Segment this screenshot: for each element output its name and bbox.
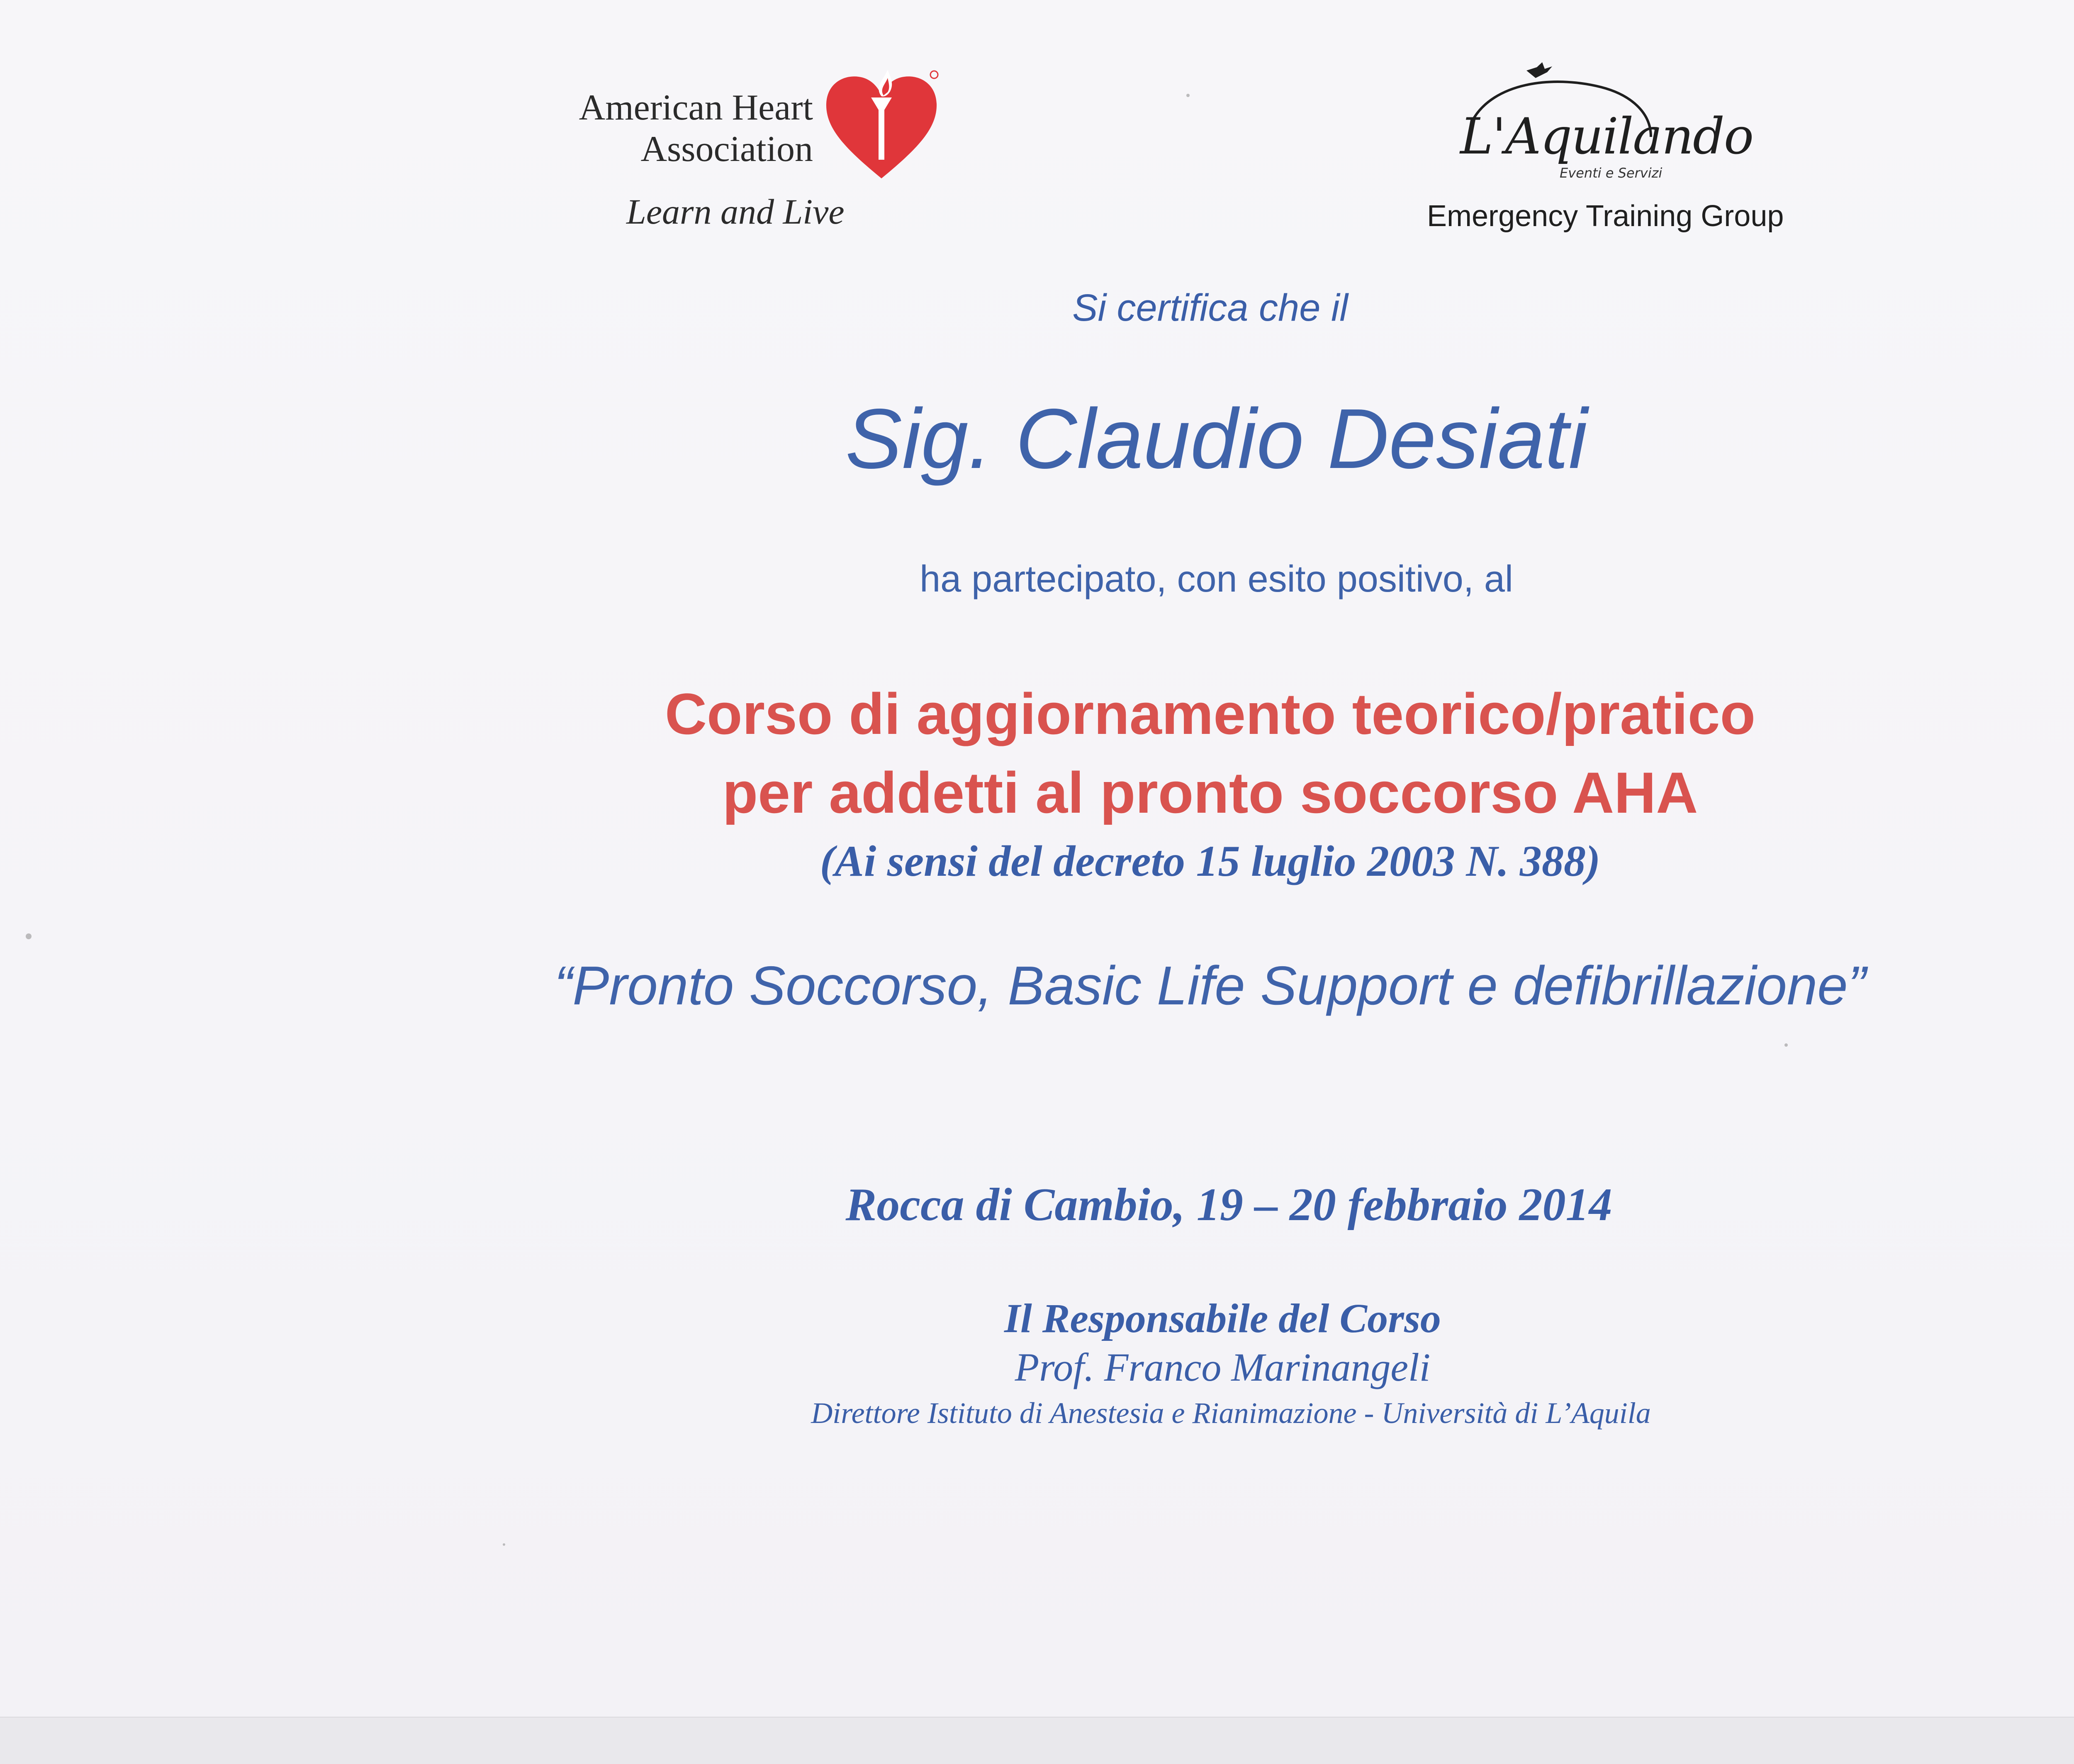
laquilando-logo <box>1419 58 1833 241</box>
place-and-date: Rocca di Cambio, 19 – 20 febbraio 2014 <box>845 1179 1612 1230</box>
participation-statement: ha partecipato, con esito positivo, al <box>920 558 1513 600</box>
aha-wordmark <box>535 87 813 170</box>
signatory-role: Direttore Istituto di Anestesia e Rianimazione - Università di L’Aquila <box>811 1396 1651 1430</box>
scan-speck <box>503 1543 505 1546</box>
laquilando-wordmark: L'Aquilando <box>1460 108 1753 166</box>
aha-logo <box>535 58 950 241</box>
course-title-line2: per addetti al pronto soccorso AHA <box>722 760 1698 825</box>
scan-speck <box>1186 94 1190 97</box>
recipient-name: Sig. Claudio Desiati <box>845 391 1587 486</box>
course-subject: “Pronto Soccorso, Basic Life Support e defibrillazione” <box>554 955 1866 1016</box>
laquilando-subtitle: Eventi e Servizi <box>1560 165 1663 181</box>
decree-reference: (Ai sensi del decreto 15 luglio 2003 N. 388) <box>820 837 1601 885</box>
scan-speck <box>26 933 32 939</box>
scanner-bed-edge <box>0 1717 2074 1764</box>
certificate-intro: Si certifica che il <box>1072 287 1348 329</box>
laquilando-group-label: Emergency Training Group <box>1427 200 1784 233</box>
scan-speck <box>1784 1043 1788 1047</box>
signatory-title: Il Responsabile del Corso <box>1004 1295 1441 1341</box>
heart-torch-icon <box>821 58 942 183</box>
aha-wordmark-line1: American Heart <box>579 88 813 128</box>
signatory-name: Prof. Franco Marinangeli <box>1015 1345 1431 1389</box>
course-title-line1: Corso di aggiornamento teorico/pratico <box>665 681 1756 746</box>
aha-wordmark-line2: Association <box>640 129 813 169</box>
aha-tagline: Learn and Live <box>626 192 845 231</box>
